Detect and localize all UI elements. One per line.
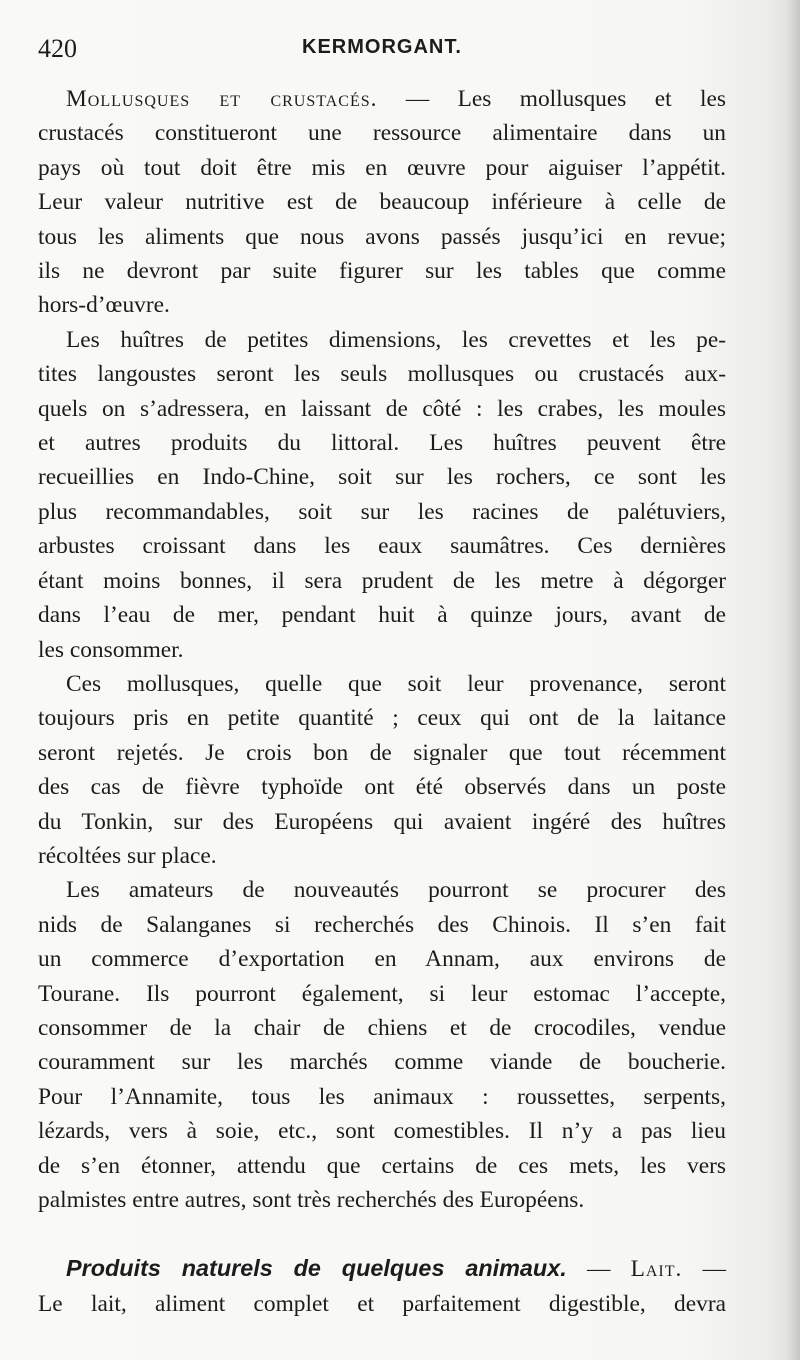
text-line: pays où tout doit être mis en œuvre pour aiguiser l’appétit. (38, 154, 726, 181)
page-header (38, 34, 738, 68)
text-line: tites langoustes seront les seuls mollusques ou crustacés aux- (38, 361, 726, 388)
text-line: de s’en étonner, attendu que certains de ces mets, les vers (38, 1152, 726, 1179)
section-heading: Produits naturels de quelques animaux. (66, 1255, 567, 1282)
text-line: Les huîtres de petites dimensions, les crevettes et les pe- (66, 326, 726, 353)
page-number: 420 (38, 34, 77, 63)
paragraph-huitres (38, 323, 726, 667)
text-line: toujours pris en petite quantité ; ceux qui ont de la laitance (38, 705, 726, 732)
text-line: des cas de fièvre typhoïde ont été observés dans un poste (38, 774, 726, 801)
text-line: recueillies en Indo-Chine, soit sur les rochers, ce sont les (38, 464, 726, 491)
text-line: lézards, vers à soie, etc., sont comestibles. Il n’y a pas lieu (38, 1118, 726, 1145)
text-line: Tourane. Ils pourront également, si leur estomac l’accepte, (38, 980, 726, 1007)
text-line: du Tonkin, sur des Européens qui avaient ingéré des huîtres (38, 808, 726, 835)
paragraph-mollusques (38, 82, 726, 323)
paragraph-provenance (38, 667, 726, 873)
paragraph-nouveautes (38, 873, 726, 1217)
text-line: Produits naturels de quelques animaux. — Lait. — (66, 1255, 726, 1283)
text-line: Mollusques et crustacés. — Les mollusques et les (66, 86, 726, 112)
text-line: Le lait, aliment complet et parfaitement digestible, devra (38, 1290, 726, 1317)
text-line: Ces mollusques, quelle que soit leur provenance, seront (66, 670, 726, 697)
text-line: tous les aliments que nous avons passés jusqu’ici en revue; (38, 223, 726, 250)
section-heading: Mollusques et crustacés. (66, 86, 378, 112)
text-line: quels on s’adressera, en laissant de côté : les crabes, les moules (38, 395, 726, 422)
paragraph-produits-naturels (38, 1251, 726, 1321)
subsection-heading: Lait. (630, 1256, 683, 1283)
text-line: couramment sur les marchés comme viande de boucherie. (38, 1049, 726, 1076)
text-line: Les amateurs de nouveautés pourront se procurer des (66, 877, 726, 904)
text-line: et autres produits du littoral. Les huîtres peuvent être (38, 430, 726, 457)
text-line: récoltées sur place. (38, 842, 217, 869)
text-line: ils ne devront par suite figurer sur les tables que comme (38, 258, 726, 285)
text-line: hors-d’œuvre. (38, 292, 170, 319)
running-head: KERMORGANT. (302, 36, 462, 58)
text-line: Pour l’Annamite, tous les animaux : roussettes, serpents, (38, 1083, 726, 1110)
page-binding-shadow (786, 0, 800, 1360)
text-line: seront rejetés. Je crois bon de signaler que tout récemment (38, 739, 726, 766)
section-gap (38, 1217, 726, 1251)
text-line: consommer de la chair de chiens et de crocodiles, vendue (38, 1014, 726, 1041)
text-line: dans l’eau de mer, pendant huit à quinze jours, avant de (38, 602, 726, 629)
body-text (38, 82, 726, 1321)
text-line: nids de Salanganes si recherchés des Chinois. Il s’en fait (38, 911, 726, 938)
text-line: palmistes entre autres, sont très recherchés des Européens. (38, 1187, 585, 1213)
text-line: plus recommandables, soit sur les racines de palétuviers, (38, 498, 726, 525)
text-line: un commerce d’exportation en Annam, aux environs de (38, 946, 726, 973)
text-line: arbustes croissant dans les eaux saumâtres. Ces dernières (38, 533, 726, 560)
text-line: étant moins bonnes, il sera prudent de les metre à dégorger (38, 567, 726, 594)
text-line: crustacés constitueront une ressource alimentaire dans un (38, 120, 726, 147)
text-line: Leur valeur nutritive est de beaucoup inférieure à celle de (38, 189, 726, 216)
text-line: les consommer. (38, 636, 184, 663)
